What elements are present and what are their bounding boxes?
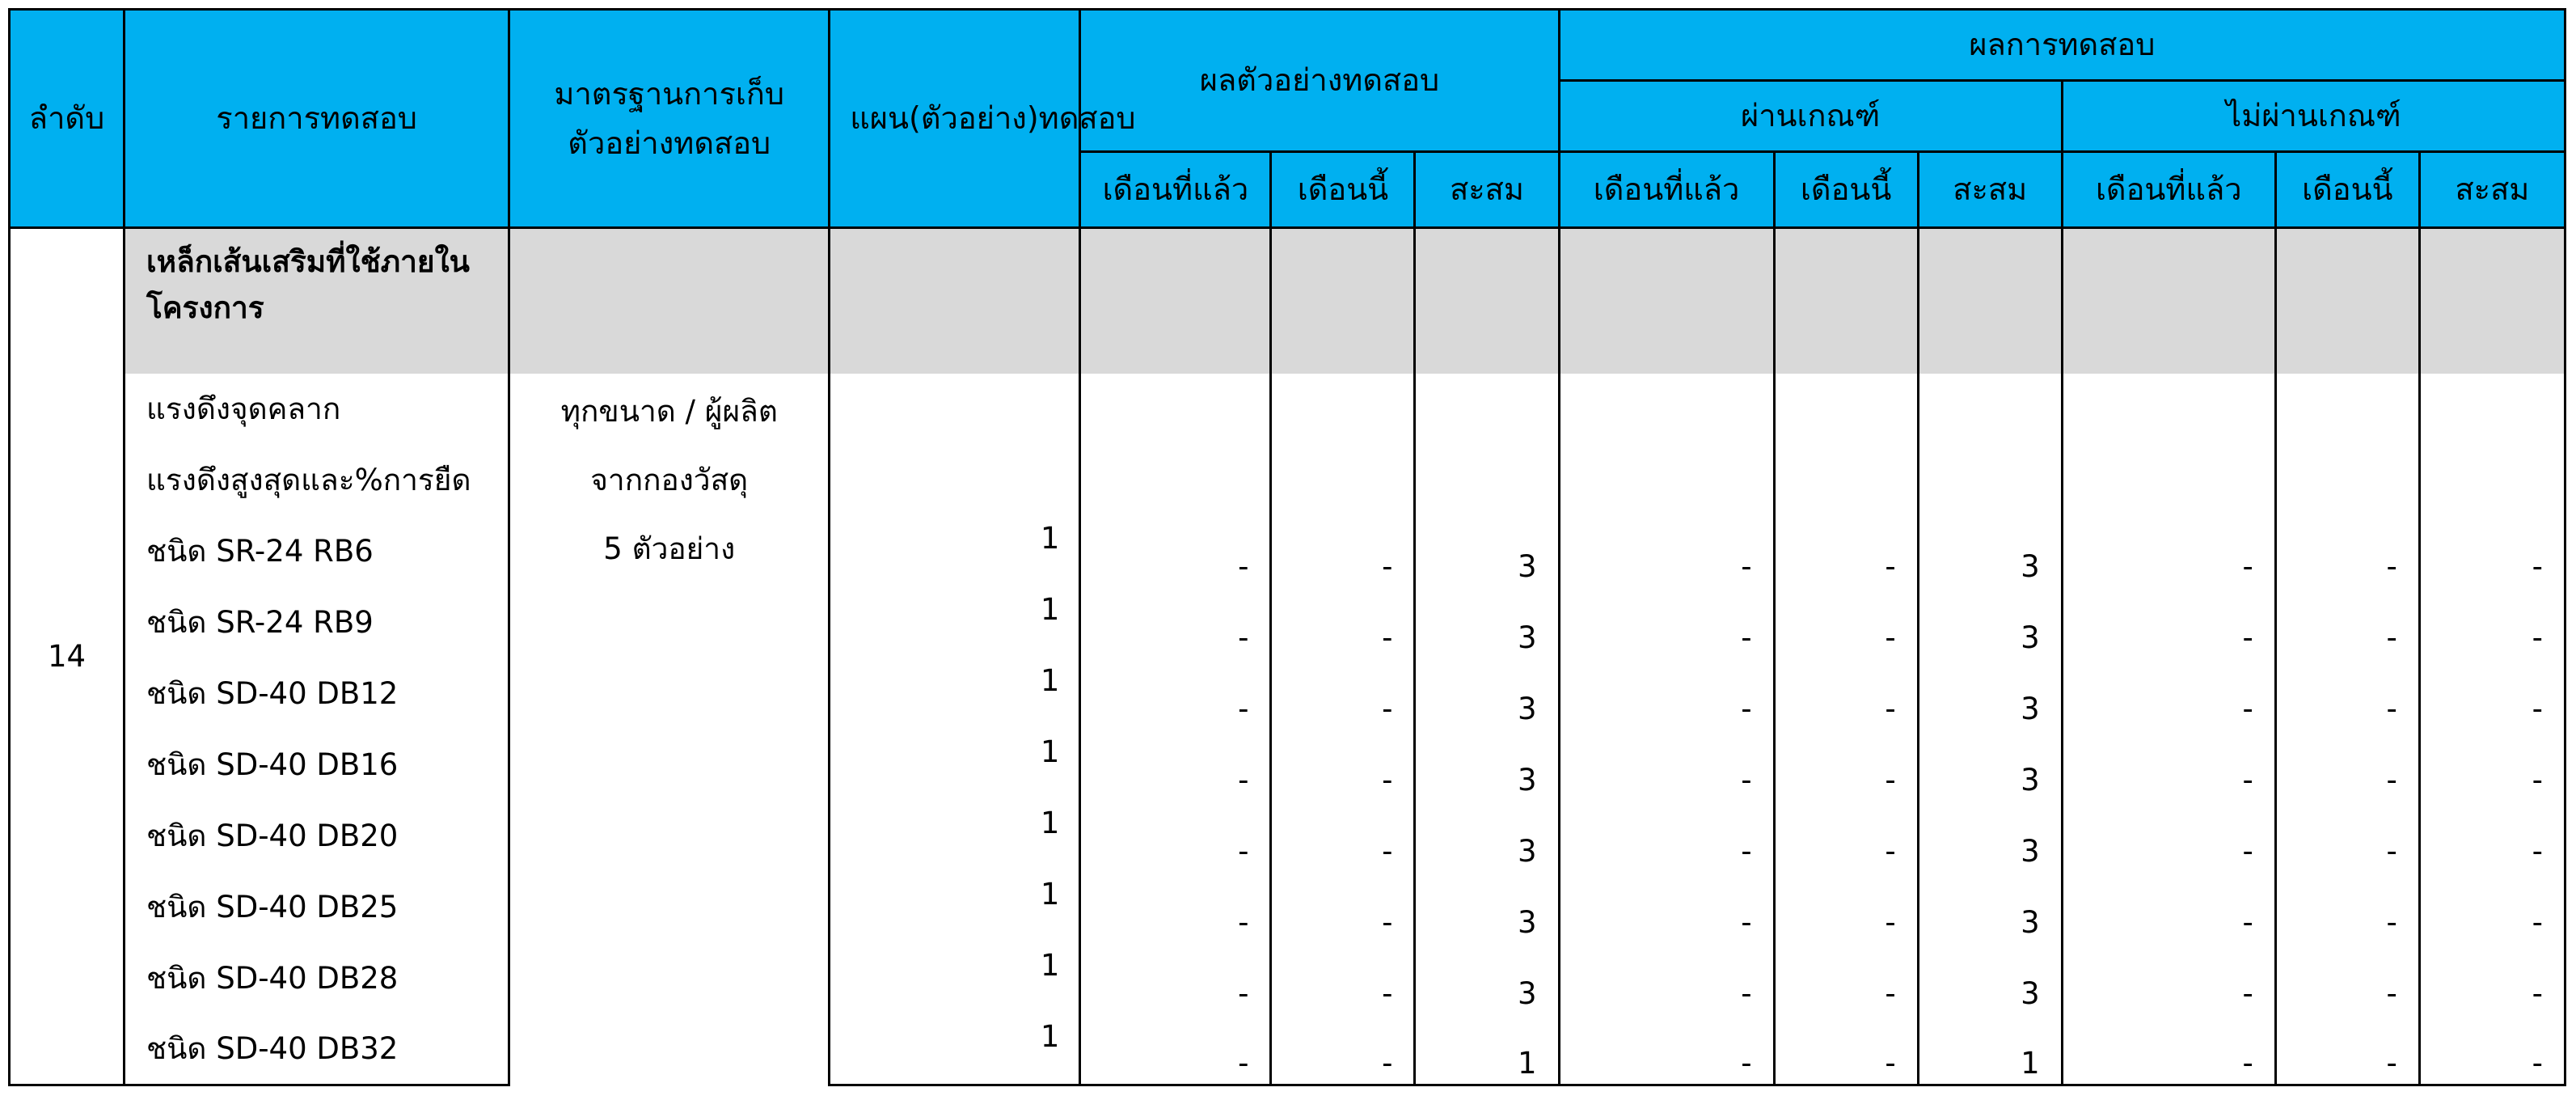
table-row xyxy=(10,730,2565,801)
fail-cumulative-value: - xyxy=(2419,730,2565,801)
header-fail-this-month: เดือนนี้ xyxy=(2275,152,2419,228)
pass-cumulative-value: 3 xyxy=(1918,516,2062,587)
plan-value: 1 xyxy=(830,1014,1080,1085)
plan-value: 1 xyxy=(830,872,1080,943)
rebar-type-label: ชนิด SD-40 DB20 xyxy=(125,801,509,872)
sample-this-month-value: - xyxy=(1271,943,1415,1014)
fail-last-month-value: - xyxy=(2062,1014,2275,1085)
pass-this-month-value: - xyxy=(1774,872,1918,943)
header-sampling-standard xyxy=(509,10,830,228)
pass-cumulative-value: 3 xyxy=(1918,872,2062,943)
sample-last-month-value: - xyxy=(1080,730,1271,801)
order-index: 14 xyxy=(10,228,125,1085)
fail-last-month-value: - xyxy=(2062,730,2275,801)
pass-this-month-value: - xyxy=(1774,1014,1918,1085)
header-fail-cumulative: สะสม xyxy=(2419,152,2565,228)
pass-last-month-value: - xyxy=(1559,872,1774,943)
pass-last-month-value: - xyxy=(1559,587,1774,658)
header-fail: ไม่ผ่านเกณฑ์ xyxy=(2062,81,2565,152)
sample-cumulative-value: 3 xyxy=(1415,872,1559,943)
rebar-type-label: ชนิด SR-24 RB6 xyxy=(125,516,509,587)
sample-last-month-value: - xyxy=(1080,943,1271,1014)
pass-last-month-value: - xyxy=(1559,730,1774,801)
sample-this-month-value: - xyxy=(1271,872,1415,943)
fail-cumulative-value: - xyxy=(2419,1014,2565,1085)
pass-cumulative-value: 3 xyxy=(1918,801,2062,872)
table-row xyxy=(10,943,2565,1014)
table-row xyxy=(10,872,2565,943)
fail-this-month-value: - xyxy=(2275,658,2419,730)
sample-cumulative-value: 3 xyxy=(1415,943,1559,1014)
rebar-type-label: ชนิด SD-40 DB16 xyxy=(125,730,509,801)
fail-last-month-value: - xyxy=(2062,801,2275,872)
table-row xyxy=(10,658,2565,730)
fail-last-month-value: - xyxy=(2062,516,2275,587)
header-pass-cumulative: สะสม xyxy=(1918,152,2062,228)
fail-this-month-value: - xyxy=(2275,943,2419,1014)
sample-cumulative-value: 1 xyxy=(1415,1014,1559,1085)
header-sample-cumulative: สะสม xyxy=(1415,152,1559,228)
rebar-type-label: ชนิด SD-40 DB12 xyxy=(125,658,509,730)
fail-cumulative-value: - xyxy=(2419,872,2565,943)
table-row xyxy=(10,516,2565,587)
pass-this-month-value: - xyxy=(1774,801,1918,872)
sample-last-month-value: - xyxy=(1080,658,1271,730)
header-pass-last-month: เดือนที่แล้ว xyxy=(1559,152,1774,228)
pass-this-month-value: - xyxy=(1774,730,1918,801)
sub-item-label: แรงดึงจุดคลาก xyxy=(125,374,509,445)
pass-this-month-value: - xyxy=(1774,587,1918,658)
test-results-table xyxy=(8,8,2566,1086)
standard-line: 5 ตัวอย่าง xyxy=(603,531,736,566)
table-row xyxy=(10,1014,2565,1085)
header-sample-last-month: เดือนที่แล้ว xyxy=(1080,152,1271,228)
sample-this-month-value: - xyxy=(1271,730,1415,801)
sample-cumulative-value: 3 xyxy=(1415,587,1559,658)
sub-item-row xyxy=(10,445,2565,516)
fail-this-month-value: - xyxy=(2275,801,2419,872)
fail-last-month-value: - xyxy=(2062,658,2275,730)
fail-this-month-value: - xyxy=(2275,587,2419,658)
pass-cumulative-value: 3 xyxy=(1918,730,2062,801)
standard-line: ทุกขนาด / ผู้ผลิต xyxy=(560,393,778,429)
rebar-type-label: ชนิด SD-40 DB28 xyxy=(125,943,509,1014)
sample-cumulative-value: 3 xyxy=(1415,516,1559,587)
fail-cumulative-value: - xyxy=(2419,943,2565,1014)
fail-cumulative-value: - xyxy=(2419,516,2565,587)
plan-value: 1 xyxy=(830,516,1080,587)
sample-this-month-value: - xyxy=(1271,587,1415,658)
plan-value: 1 xyxy=(830,587,1080,658)
sub-item-row xyxy=(10,374,2565,445)
fail-cumulative-value: - xyxy=(2419,658,2565,730)
rebar-type-label: ชนิด SD-40 DB25 xyxy=(125,872,509,943)
header-plan-text: แผน(ตัวอย่าง)ทดสอบ xyxy=(850,100,1136,137)
header-test-results: ผลการทดสอบ xyxy=(1559,10,2565,81)
header-order: ลำดับ xyxy=(10,10,125,228)
pass-cumulative-value: 1 xyxy=(1918,1014,2062,1085)
pass-last-month-value: - xyxy=(1559,658,1774,730)
fail-cumulative-value: - xyxy=(2419,587,2565,658)
fail-cumulative-value: - xyxy=(2419,801,2565,872)
plan-value: 1 xyxy=(830,730,1080,801)
fail-last-month-value: - xyxy=(2062,587,2275,658)
pass-this-month-value: - xyxy=(1774,943,1918,1014)
rebar-type-label: ชนิด SD-40 DB32 xyxy=(125,1014,509,1085)
category-label: เหล็กเส้นเสริมที่ใช้ภายในโครงการ xyxy=(125,228,509,374)
sampling-standard-cell xyxy=(509,374,830,1085)
header-plan xyxy=(830,10,1136,228)
header-test-item: รายการทดสอบ xyxy=(125,10,509,228)
plan-value: 1 xyxy=(830,801,1080,872)
category-row xyxy=(10,228,2565,374)
sample-cumulative-value: 3 xyxy=(1415,801,1559,872)
fail-this-month-value: - xyxy=(2275,516,2419,587)
sample-last-month-value: - xyxy=(1080,801,1271,872)
pass-cumulative-value: 3 xyxy=(1918,943,2062,1014)
header-sampling-standard-text: มาตรฐานการเก็บตัวอย่างทดสอบ xyxy=(554,75,785,161)
sample-last-month-value: - xyxy=(1080,1014,1271,1085)
standard-line: จากกองวัสดุ xyxy=(590,462,749,497)
sub-item-label: แรงดึงสูงสุดและ%การยืด xyxy=(125,445,509,516)
pass-last-month-value: - xyxy=(1559,801,1774,872)
sample-this-month-value: - xyxy=(1271,801,1415,872)
table-row xyxy=(10,587,2565,658)
pass-cumulative-value: 3 xyxy=(1918,587,2062,658)
plan-value: 1 xyxy=(830,943,1080,1014)
fail-last-month-value: - xyxy=(2062,872,2275,943)
sample-cumulative-value: 3 xyxy=(1415,730,1559,801)
header-sample-results: ผลตัวอย่างทดสอบ xyxy=(1080,10,1559,152)
test-results-table-container xyxy=(8,8,2566,1086)
pass-last-month-value: - xyxy=(1559,516,1774,587)
fail-this-month-value: - xyxy=(2275,872,2419,943)
table-row xyxy=(10,801,2565,872)
pass-last-month-value: - xyxy=(1559,1014,1774,1085)
header-sample-this-month: เดือนนี้ xyxy=(1271,152,1415,228)
fail-last-month-value: - xyxy=(2062,943,2275,1014)
sample-last-month-value: - xyxy=(1080,587,1271,658)
sample-this-month-value: - xyxy=(1271,1014,1415,1085)
pass-last-month-value: - xyxy=(1559,943,1774,1014)
sample-last-month-value: - xyxy=(1080,872,1271,943)
fail-this-month-value: - xyxy=(2275,1014,2419,1085)
plan-value: 1 xyxy=(830,658,1080,730)
sample-this-month-value: - xyxy=(1271,658,1415,730)
table-body xyxy=(10,228,2565,1085)
rebar-type-label: ชนิด SR-24 RB9 xyxy=(125,587,509,658)
sample-last-month-value: - xyxy=(1080,516,1271,587)
pass-this-month-value: - xyxy=(1774,658,1918,730)
fail-this-month-value: - xyxy=(2275,730,2419,801)
sample-this-month-value: - xyxy=(1271,516,1415,587)
pass-this-month-value: - xyxy=(1774,516,1918,587)
header-fail-last-month: เดือนที่แล้ว xyxy=(2062,152,2275,228)
sample-cumulative-value: 3 xyxy=(1415,658,1559,730)
header-pass-this-month: เดือนนี้ xyxy=(1774,152,1918,228)
pass-cumulative-value: 3 xyxy=(1918,658,2062,730)
header-pass: ผ่านเกณฑ์ xyxy=(1559,81,2062,152)
